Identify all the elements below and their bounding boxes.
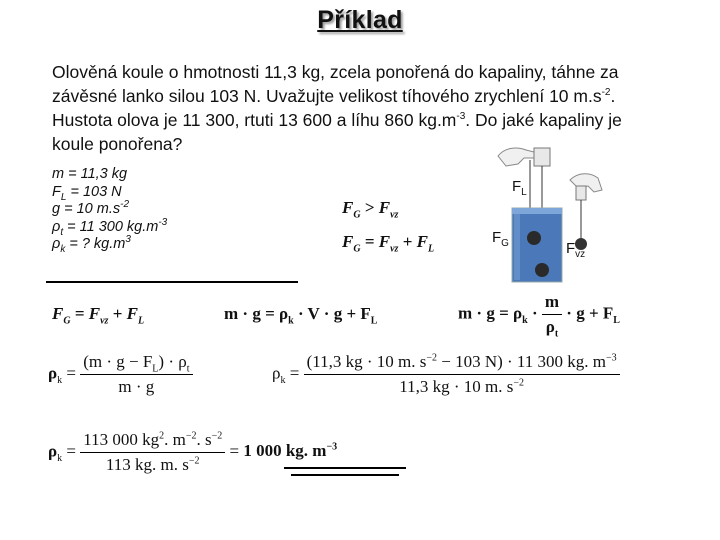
expression: 113 kg. m. s — [105, 455, 189, 474]
expression: m · g = ρ — [224, 304, 289, 323]
exponent: −3 — [326, 441, 338, 453]
given-density-lead — [52, 216, 168, 238]
symbol: ρ — [48, 441, 58, 461]
result-underline-2 — [291, 474, 399, 476]
operator: + — [398, 232, 417, 251]
symbol: ρ — [272, 363, 281, 383]
result-underline-1 — [284, 467, 406, 469]
exponent: −2 — [185, 430, 197, 442]
exponent: -3 — [158, 216, 168, 228]
inequality-forces — [342, 198, 399, 221]
symbol: F — [416, 232, 428, 251]
expression: · V · g + F — [293, 304, 371, 323]
subscript: t — [186, 363, 190, 375]
value: = ? kg.m — [65, 236, 126, 252]
subscript: L — [613, 314, 620, 326]
exponent: 2 — [159, 430, 165, 442]
subscript: G — [501, 238, 509, 249]
label-fg — [492, 229, 509, 249]
problem-line-2-text: závěsné lanko silou 103 N. Uvažujte velikost tíhového zrychlení 10 m.s — [52, 86, 602, 106]
exponent: −3 — [606, 352, 617, 364]
subscript: vz — [390, 209, 399, 221]
operator: = — [360, 232, 379, 251]
result-value: 1 000 kg. m — [243, 441, 327, 461]
exponent: −2 — [188, 455, 200, 467]
exponent: −2 — [211, 430, 223, 442]
given-density-unknown — [52, 236, 167, 254]
value: = 11 300 kg.m — [63, 218, 159, 235]
equation-force-balance — [342, 232, 435, 255]
expression: − 103 N) · 11 300 kg. m — [437, 352, 607, 371]
denominator — [80, 453, 225, 475]
expression: · g + F — [562, 303, 614, 323]
operator: · — [527, 303, 542, 323]
problem-line-4: koule ponořena? — [52, 134, 183, 154]
given-mass: m = 11,3 kg — [52, 166, 128, 182]
equation-row1-b — [224, 304, 378, 327]
subscript: t — [554, 328, 559, 340]
subscript: G — [63, 315, 71, 327]
subscript: k — [280, 374, 286, 386]
beaker-highlight — [514, 214, 520, 280]
symbol: ρ — [48, 363, 58, 383]
given-force — [52, 184, 167, 202]
symbol: ρ — [52, 236, 61, 252]
problem-line-2 — [52, 84, 672, 108]
numerator — [80, 352, 192, 375]
numerator: m — [542, 292, 562, 315]
problem-line-3-end: . Do jaké kapaliny je — [465, 110, 622, 130]
subscript: L — [521, 187, 527, 198]
subscript: vz — [390, 243, 399, 255]
subscript: L — [152, 363, 159, 375]
experiment-illustration — [490, 140, 610, 290]
symbol: F — [88, 304, 101, 323]
label-fvz — [566, 240, 586, 260]
separator-line — [46, 281, 298, 283]
expression: m · g = ρ — [458, 303, 523, 323]
operator: = — [70, 304, 89, 323]
subscript: k — [60, 243, 66, 255]
symbol: F — [378, 198, 391, 217]
exponent: −2 — [513, 377, 524, 389]
problem-line-2-end: . — [610, 86, 616, 106]
liquid-surface — [512, 208, 562, 214]
denominator: m · g — [118, 377, 155, 396]
subscript: vz — [575, 249, 586, 260]
problem-line-3 — [52, 108, 672, 132]
symbol: F — [492, 229, 502, 246]
equation-row1-c — [458, 292, 620, 340]
final-result — [243, 441, 337, 460]
operator: = — [62, 441, 81, 461]
expression: (m · g − F — [83, 352, 153, 371]
denominator — [542, 315, 562, 340]
symbol: F — [342, 232, 354, 251]
label-fl — [512, 178, 527, 198]
value: = 103 N — [66, 183, 122, 200]
spring-scale-right-icon — [576, 186, 586, 200]
fraction-mass-density — [542, 292, 562, 340]
symbol: F — [378, 232, 391, 251]
symbol: F — [126, 304, 138, 323]
subscript: k — [57, 452, 63, 464]
operator: = — [62, 363, 81, 383]
subscript: k — [57, 374, 63, 386]
subscript: L — [370, 315, 378, 327]
ball-upper-icon — [527, 231, 541, 245]
problem-line-3-text: Hustota olova je 11 300, rtuti 13 600 a líhu 860 kg.m — [52, 110, 457, 130]
fraction-formula — [80, 352, 192, 397]
operator: = — [285, 363, 304, 383]
subscript: G — [353, 209, 361, 221]
subscript: L — [60, 191, 67, 203]
ball-lower-icon — [535, 263, 549, 277]
subscript: vz — [100, 315, 109, 327]
fraction-substituted — [304, 352, 620, 397]
page-title: Příklad — [317, 6, 403, 34]
expression: (11,3 kg · 10 m. s — [306, 352, 427, 371]
expression: . s — [196, 430, 212, 449]
symbol: F — [52, 304, 64, 323]
equation-row2-a — [48, 352, 193, 397]
subscript: L — [137, 315, 145, 327]
subscript: k — [288, 315, 294, 327]
symbol: F — [342, 198, 354, 217]
subscript: t — [60, 226, 64, 238]
given-values — [52, 166, 167, 254]
fraction-result — [80, 430, 225, 475]
exponent: 3 — [125, 234, 131, 246]
symbol: F — [566, 240, 576, 257]
expression: . m — [164, 430, 186, 449]
operator: > — [360, 198, 379, 217]
symbol: ρ — [52, 218, 61, 235]
exponent: -3 — [456, 111, 466, 123]
expression: ) · ρ — [158, 352, 187, 371]
expression: 11,3 kg · 10 m. s — [399, 377, 514, 396]
exponent: -2 — [120, 199, 130, 211]
value: g = 10 m.s — [52, 201, 121, 217]
operator: = — [225, 441, 244, 461]
spring-scale-left-icon — [534, 148, 550, 166]
given-gravity — [52, 201, 167, 219]
equation-row2-b — [272, 352, 620, 397]
operator: + — [108, 304, 127, 323]
exponent: -2 — [601, 87, 611, 99]
symbol: F — [512, 178, 522, 195]
subscript: G — [353, 243, 361, 255]
symbol: F — [52, 183, 61, 200]
expression: 113 000 kg — [83, 430, 160, 449]
subscript: L — [427, 243, 435, 255]
numerator — [304, 352, 620, 375]
equation-row1-a — [52, 304, 145, 327]
subscript: k — [522, 314, 528, 326]
exponent: −2 — [426, 352, 437, 364]
problem-line-1: Olověná koule o hmotnosti 11,3 kg, zcela ponořená do kapaliny, táhne za — [52, 62, 619, 82]
denominator — [304, 375, 620, 397]
hand-left-icon — [498, 148, 534, 166]
numerator — [80, 430, 225, 453]
symbol: ρ — [545, 317, 555, 336]
